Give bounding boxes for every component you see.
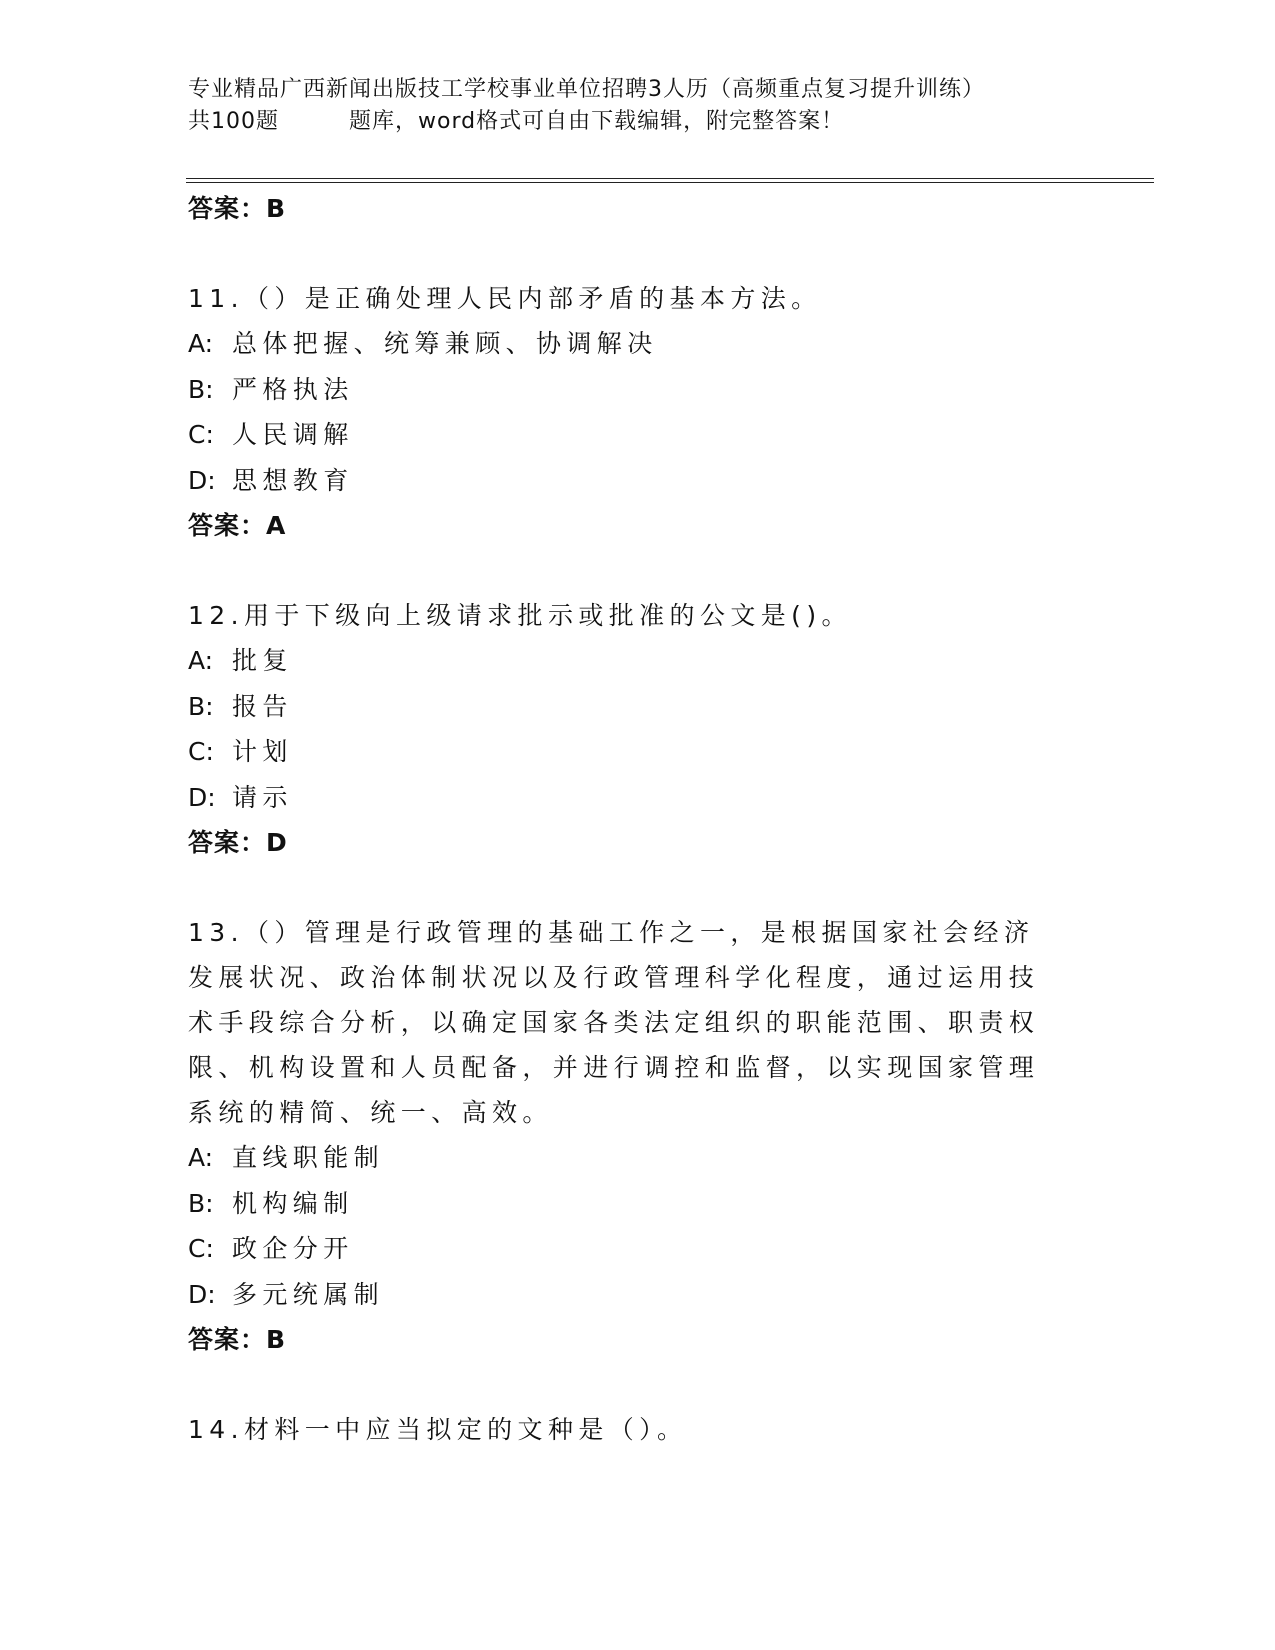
spacer [188, 231, 1088, 276]
option-text: 多元统属制 [232, 1279, 385, 1309]
answer-line: 答案：D [188, 828, 288, 857]
option-text: 政企分开 [232, 1234, 354, 1263]
option-c [188, 412, 1088, 458]
page-header [188, 74, 1148, 138]
header-title: 专业精品广西新闻出版技工学校事业单位招聘3人历（高频重点复习提升训练） [188, 77, 985, 102]
spacer [188, 865, 1088, 910]
option-c [188, 729, 1088, 775]
header-divider-top [186, 178, 1154, 179]
option-letter: C: [188, 1234, 214, 1263]
header-description: 题库，word格式可自由下载编辑，附完整答案！ [349, 109, 845, 134]
option-a [188, 1135, 1088, 1181]
option-d [188, 458, 1088, 504]
answer-line: 答案：B [188, 1325, 287, 1354]
option-text: 请示 [232, 782, 293, 812]
option-letter: B: [188, 1188, 214, 1218]
option-b [188, 1181, 1088, 1227]
spacer [188, 1362, 1088, 1407]
option-a [188, 638, 1088, 684]
question-block [188, 910, 1088, 1362]
question-block [188, 276, 1088, 548]
option-b [188, 367, 1088, 413]
option-d [188, 775, 1088, 821]
answer-line: 答案：A [188, 511, 287, 540]
option-letter: B: [188, 374, 214, 404]
option-letter: C: [188, 737, 214, 766]
option-text: 计划 [232, 737, 293, 766]
option-text: 直线职能制 [232, 1143, 385, 1172]
option-letter: A: [188, 1143, 214, 1172]
header-divider-bottom [186, 182, 1154, 183]
option-c [188, 1226, 1088, 1272]
option-text: 严格执法 [232, 374, 354, 404]
question-stem: 11.（）是正确处理人民内部矛盾的基本方法。 [188, 284, 822, 313]
option-text: 批复 [232, 646, 293, 675]
option-text: 思想教育 [232, 465, 354, 495]
question-block [188, 1407, 1088, 1452]
option-letter: A: [188, 646, 214, 675]
option-letter: D: [188, 782, 216, 812]
question-stem: 13.（）管理是行政管理的基础工作之一，是根据国家社会经济发展状况、政治体制状况以及行政管理科学化程度，通过运用技术手段综合分析，以确定国家各类法定组织的职能范围、职责权限、机构设置和人员配备，并进行调控和监督，以实现国家管理系统的精简、统一、高效。 [188, 918, 1040, 1127]
option-a [188, 321, 1088, 367]
option-text: 报告 [232, 691, 293, 721]
option-letter: B: [188, 691, 214, 721]
answer-line: 答案：B [188, 194, 287, 223]
header-subtitle [188, 106, 1148, 138]
option-letter: D: [188, 1279, 216, 1309]
question-stem: 12.用于下级向上级请求批示或批准的公文是()。 [188, 601, 852, 630]
document-content [188, 186, 1088, 1452]
question-block [188, 593, 1088, 865]
option-b [188, 684, 1088, 730]
option-text: 总体把握、统筹兼顾、协调解决 [232, 329, 658, 358]
option-text: 人民调解 [232, 420, 354, 449]
option-text: 机构编制 [232, 1188, 354, 1218]
header-question-count: 共100题 [188, 109, 279, 134]
option-letter: C: [188, 420, 214, 449]
option-letter: A: [188, 329, 214, 358]
spacer [188, 548, 1088, 593]
question-stem: 14.材料一中应当拟定的文种是（）。 [188, 1415, 688, 1444]
option-d [188, 1272, 1088, 1318]
option-letter: D: [188, 465, 216, 495]
